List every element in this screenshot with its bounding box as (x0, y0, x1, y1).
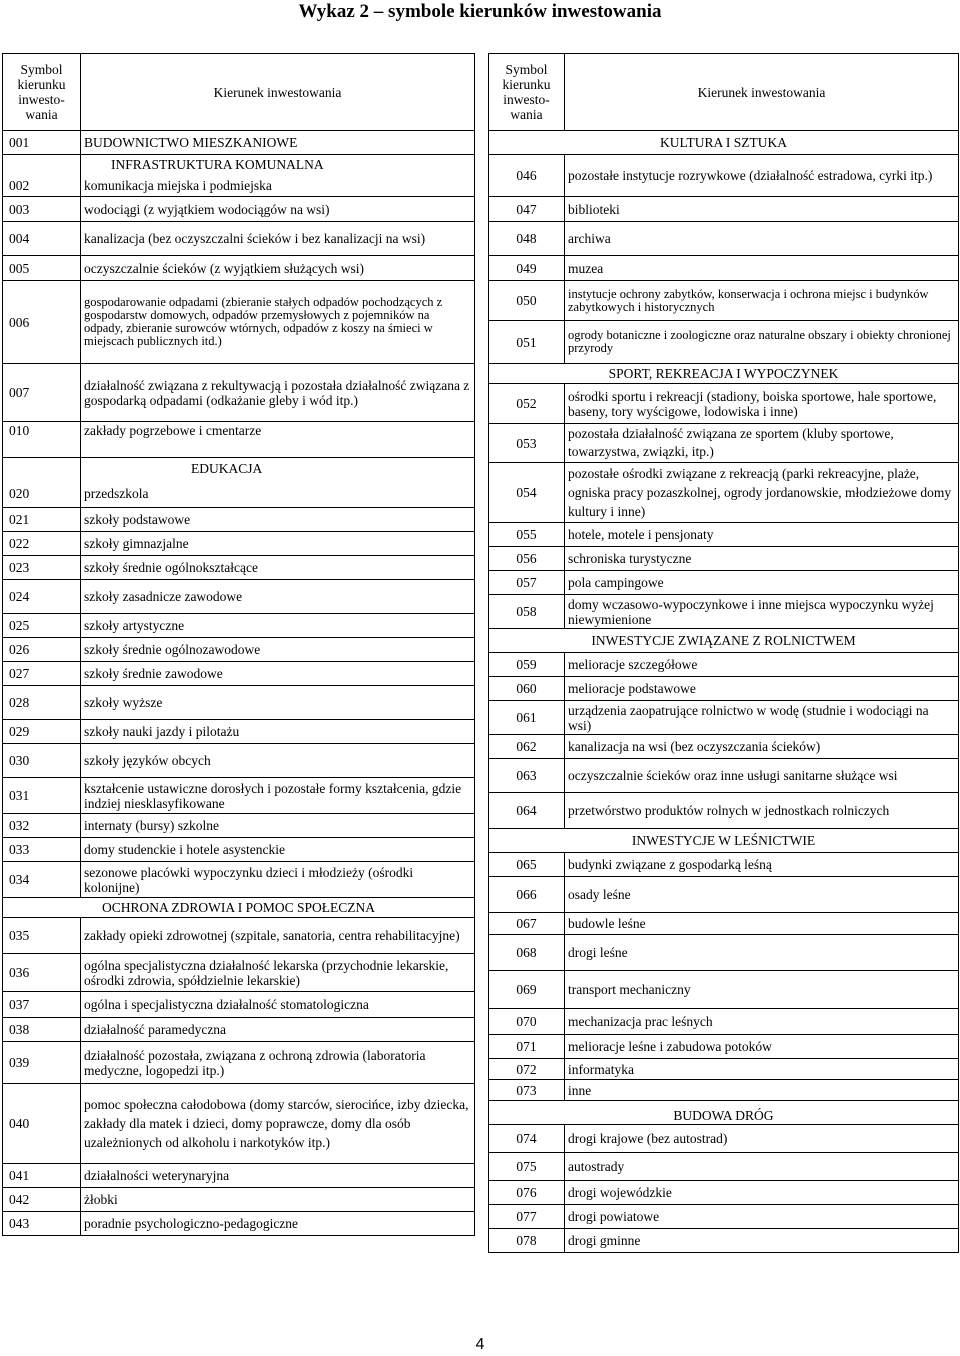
section-row (489, 629, 959, 653)
row-text: szkoły zasadnicze zawodowe (81, 580, 475, 614)
row-code: 058 (489, 595, 565, 629)
row-code: 077 (489, 1205, 565, 1229)
row-text: pola campingowe (565, 571, 959, 595)
row-text: kanalizacja na wsi (bez oczyszczania ścieków) (565, 735, 959, 759)
table-header-row (489, 54, 959, 131)
row-text: melioracje leśne i zabudowa potoków (565, 1035, 959, 1059)
row-text: szkoły wyższe (81, 686, 475, 720)
table-row (3, 222, 475, 256)
table-row (3, 364, 475, 422)
table-row (3, 556, 475, 580)
section-row (3, 155, 475, 175)
section-heading: EDUKACJA (81, 458, 475, 480)
row-text: melioracje podstawowe (565, 677, 959, 701)
row-text: inne (565, 1080, 959, 1101)
symbol-header-line: inwesto- (18, 92, 65, 107)
table-row (3, 175, 475, 197)
section-heading: SPORT, REKREACJA I WYPOCZYNEK (489, 364, 959, 384)
table-row (3, 778, 475, 814)
row-code: 005 (3, 256, 81, 281)
row-text: drogi wojewódzkie (565, 1181, 959, 1205)
row-code: 027 (3, 662, 81, 686)
table-row (489, 1229, 959, 1253)
table-row (489, 547, 959, 571)
table-row (489, 1035, 959, 1059)
symbol-header (489, 54, 565, 131)
table-row (489, 1125, 959, 1153)
direction-header: Kierunek inwestowania (81, 54, 475, 131)
row-text: działalności weterynaryjna (81, 1164, 475, 1188)
row-code: 065 (489, 853, 565, 877)
table-row (489, 913, 959, 935)
table-row (3, 614, 475, 638)
row-text: drogi leśne (565, 935, 959, 971)
row-text: szkoły średnie zawodowe (81, 662, 475, 686)
row-text: pozostałe ośrodki związane z rekreacją (parki rekreacyjne, plaże, ogniska pracy pozaszkolnej, ogrody jordanowskie, młodzieżowe domy kultury i inne) (565, 463, 959, 523)
row-code: 048 (489, 222, 565, 256)
table-row (489, 935, 959, 971)
table-row (3, 197, 475, 222)
row-text: szkoły średnie ogólnokształcące (81, 556, 475, 580)
row-code: 076 (489, 1181, 565, 1205)
row-text: biblioteki (565, 197, 959, 222)
row-code: 029 (3, 720, 81, 744)
row-code: 024 (3, 580, 81, 614)
section-row (3, 458, 475, 480)
section-row (489, 364, 959, 384)
table-row (489, 424, 959, 463)
row-code: 022 (3, 532, 81, 556)
row-code: 047 (489, 197, 565, 222)
page-number: 4 (475, 1336, 485, 1353)
row-text: działalność pozostała, związana z ochroną zdrowia (laboratoria medyczne, logopedzi itp.) (81, 1042, 475, 1084)
table-row (489, 735, 959, 759)
row-text: przetwórstwo produktów rolnych w jednostkach rolniczych (565, 793, 959, 829)
row-code: 052 (489, 384, 565, 424)
row-text: zakłady opieki zdrowotnej (szpitale, sanatoria, centra rehabilitacyjne) (81, 918, 475, 954)
table-row (3, 532, 475, 556)
row-code: 073 (489, 1080, 565, 1101)
table-row (3, 862, 475, 898)
row-code: 055 (489, 523, 565, 547)
row-code: 032 (3, 814, 81, 838)
row-text: przedszkola (81, 480, 475, 508)
row-text: drogi krajowe (bez autostrad) (565, 1125, 959, 1153)
table-row (3, 1188, 475, 1212)
table-row (489, 384, 959, 424)
row-code: 075 (489, 1153, 565, 1181)
row-text: zakłady pogrzebowe i cmentarze (81, 422, 475, 458)
table-row (3, 814, 475, 838)
table-row (3, 480, 475, 508)
table-row (3, 1212, 475, 1236)
row-text: ośrodki sportu i rekreacji (stadiony, boiska sportowe, hale sportowe, baseny, tory wyścigowe, lodowiska i inne) (565, 384, 959, 424)
row-code: 078 (489, 1229, 565, 1253)
section-heading: KULTURA I SZTUKA (489, 131, 959, 155)
table-row (3, 838, 475, 862)
row-text: kształcenie ustawiczne dorosłych i pozostałe formy kształcenia, gdzie indziej niesklasyfikowane (81, 778, 475, 814)
table-row (3, 1018, 475, 1042)
row-text: wodociągi (z wyjątkiem wodociągów na wsi) (81, 197, 475, 222)
row-text: budowle leśne (565, 913, 959, 935)
table-row (489, 653, 959, 677)
table-row (3, 131, 475, 155)
row-text: archiwa (565, 222, 959, 256)
row-code: 037 (3, 992, 81, 1018)
table-row (3, 281, 475, 364)
row-text: internaty (bursy) szkolne (81, 814, 475, 838)
row-code: 025 (3, 614, 81, 638)
table-row (489, 677, 959, 701)
row-code: 038 (3, 1018, 81, 1042)
row-code: 046 (489, 155, 565, 197)
table-row (489, 1153, 959, 1181)
row-text: szkoły średnie ogólnozawodowe (81, 638, 475, 662)
row-text: ogólna specjalistyczna działalność lekarska (przychodnie lekarskie, ośrodki zdrowia, spółdzielnie lekarskie) (81, 954, 475, 992)
table-row (489, 759, 959, 793)
table-row (3, 992, 475, 1018)
row-text: działalność związana z rekultywacją i pozostała działalność związana z gospodarką odpadami (odkażanie gleby i wód itp.) (81, 364, 475, 422)
row-code: 021 (3, 508, 81, 532)
table-row (3, 638, 475, 662)
table-row (3, 1042, 475, 1084)
row-text: szkoły nauki jazdy i pilotażu (81, 720, 475, 744)
table-header-row (3, 54, 475, 131)
section-heading: INWESTYCJE ZWIĄZANE Z ROLNICTWEM (489, 629, 959, 653)
table-row (489, 1205, 959, 1229)
row-text: drogi powiatowe (565, 1205, 959, 1229)
section-row (3, 898, 475, 918)
table-row (3, 662, 475, 686)
table-row (489, 793, 959, 829)
row-text: muzea (565, 256, 959, 281)
row-code: 006 (3, 281, 81, 364)
row-code: 066 (489, 877, 565, 913)
row-text: sezonowe placówki wypoczynku dzieci i młodzieży (ośrodki kolonijne) (81, 862, 475, 898)
row-text: hotele, motele i pensjonaty (565, 523, 959, 547)
section-row (489, 1101, 959, 1125)
row-code: 007 (3, 364, 81, 422)
row-code: 040 (3, 1084, 81, 1164)
table-row (489, 1009, 959, 1035)
section-row (489, 131, 959, 155)
left-investment-table (2, 53, 475, 1236)
row-code: 069 (489, 971, 565, 1009)
row-text: kanalizacja (bez oczyszczalni ścieków i bez kanalizacji na wsi) (81, 222, 475, 256)
row-text: instytucje ochrony zabytków, konserwacja i ochrona miejsc i budynków zabytkowych i historycznych (565, 281, 959, 321)
table-row (3, 686, 475, 720)
row-code: 026 (3, 638, 81, 662)
row-text: osady leśne (565, 877, 959, 913)
row-code: 039 (3, 1042, 81, 1084)
row-code: 071 (489, 1035, 565, 1059)
table-row (489, 701, 959, 735)
row-code: 062 (489, 735, 565, 759)
row-code: 002 (3, 175, 81, 197)
row-code: 050 (489, 281, 565, 321)
row-code: 064 (489, 793, 565, 829)
table-row (3, 256, 475, 281)
row-code: 074 (489, 1125, 565, 1153)
table-row (489, 256, 959, 281)
row-code: 010 (3, 422, 81, 458)
symbol-header-line: Symbol (505, 62, 548, 77)
row-text: oczyszczalnie ścieków (z wyjątkiem służących wsi) (81, 256, 475, 281)
table-row (3, 508, 475, 532)
row-text: domy studenckie i hotele asystenckie (81, 838, 475, 862)
table-row (3, 744, 475, 778)
page-title: Wykaz 2 – symbole kierunków inwestowania (298, 1, 662, 22)
table-row (489, 155, 959, 197)
row-text: melioracje szczegółowe (565, 653, 959, 677)
row-text: poradnie psychologiczno-pedagogiczne (81, 1212, 475, 1236)
row-code: 059 (489, 653, 565, 677)
section-row (489, 829, 959, 853)
table-row (489, 281, 959, 321)
right-investment-table (488, 53, 959, 1253)
row-text: komunikacja miejska i podmiejska (81, 175, 475, 197)
symbol-header-line: Symbol (20, 62, 63, 77)
row-code: 057 (489, 571, 565, 595)
table-row (3, 918, 475, 954)
table-row (489, 523, 959, 547)
section-heading: OCHRONA ZDROWIA I POMOC SPOŁECZNA (3, 898, 475, 918)
row-text: ogólna i specjalistyczna działalność stomatologiczna (81, 992, 475, 1018)
table-row (489, 1080, 959, 1101)
symbol-header-line: kierunku (502, 77, 551, 92)
table-row (489, 321, 959, 364)
row-text: szkoły języków obcych (81, 744, 475, 778)
row-code: 031 (3, 778, 81, 814)
table-row (3, 1164, 475, 1188)
row-code: 043 (3, 1212, 81, 1236)
row-text: oczyszczalnie ścieków oraz inne usługi sanitarne służące wsi (565, 759, 959, 793)
row-code: 068 (489, 935, 565, 971)
row-text: transport mechaniczny (565, 971, 959, 1009)
section-heading: INWESTYCJE W LEŚNICTWIE (489, 829, 959, 853)
row-text: BUDOWNICTWO MIESZKANIOWE (81, 131, 475, 155)
row-code: 004 (3, 222, 81, 256)
table-row (3, 954, 475, 992)
table-row (3, 1084, 475, 1164)
row-text: pozostała działalność związana ze sportem (kluby sportowe, towarzystwa, związki, itp.) (565, 424, 959, 463)
row-text: urządzenia zaopatrujące rolnictwo w wodę (studnie i wodociągi na wsi) (565, 701, 959, 735)
table-row (3, 422, 475, 458)
symbol-header (3, 54, 81, 131)
row-text: drogi gminne (565, 1229, 959, 1253)
table-row (3, 720, 475, 744)
table-row (489, 853, 959, 877)
row-text: pomoc społeczna całodobowa (domy starców, sierocińce, izby dziecka, zakłady dla matek i dzieci, domy poprawcze, domy dla osób uzależnionych od alkoholu i narkotyków itp.) (81, 1084, 475, 1164)
section-heading: BUDOWA DRÓG (489, 1101, 959, 1125)
table-row (489, 571, 959, 595)
table-row (489, 595, 959, 629)
row-text: domy wczasowo-wypoczynkowe i inne miejsca wypoczynku wyżej niewymienione (565, 595, 959, 629)
row-text: schroniska turystyczne (565, 547, 959, 571)
symbol-header-line: inwesto- (503, 92, 550, 107)
row-text: szkoły artystyczne (81, 614, 475, 638)
symbol-header-line: kierunku (17, 77, 66, 92)
table-row (489, 222, 959, 256)
row-code: 020 (3, 480, 81, 508)
row-code: 056 (489, 547, 565, 571)
row-code: 028 (3, 686, 81, 720)
row-code: 036 (3, 954, 81, 992)
row-code: 063 (489, 759, 565, 793)
table-row (489, 463, 959, 523)
row-code: 054 (489, 463, 565, 523)
row-text: informatyka (565, 1059, 959, 1080)
table-row (489, 1181, 959, 1205)
row-code: 030 (3, 744, 81, 778)
row-text: autostrady (565, 1153, 959, 1181)
symbol-header-line: wania (510, 107, 543, 122)
table-row (3, 580, 475, 614)
row-text: gospodarowanie odpadami (zbieranie stałych odpadów pochodzących z gospodarstw domowych, odpadów przemysłowych z pojemników na odpady, zbieranie surowców wtórnych, odpadów z koszy na śmieci w miejscach publicznych itd.) (81, 281, 475, 364)
row-code: 072 (489, 1059, 565, 1080)
row-code: 053 (489, 424, 565, 463)
table-row (489, 877, 959, 913)
row-code: 060 (489, 677, 565, 701)
row-code: 001 (3, 131, 81, 155)
row-text: pozostałe instytucje rozrywkowe (działalność estradowa, cyrki itp.) (565, 155, 959, 197)
row-text: ogrody botaniczne i zoologiczne oraz naturalne obszary i obiekty chronionej przyrody (565, 321, 959, 364)
row-code: 070 (489, 1009, 565, 1035)
row-code: 042 (3, 1188, 81, 1212)
symbol-header-line: wania (25, 107, 58, 122)
row-text: szkoły gimnazjalne (81, 532, 475, 556)
row-code: 023 (3, 556, 81, 580)
row-code: 033 (3, 838, 81, 862)
row-text: mechanizacja prac leśnych (565, 1009, 959, 1035)
row-code: 034 (3, 862, 81, 898)
table-row (489, 197, 959, 222)
row-code: 035 (3, 918, 81, 954)
row-text: szkoły podstawowe (81, 508, 475, 532)
table-row (489, 1059, 959, 1080)
row-code: 041 (3, 1164, 81, 1188)
row-code: 003 (3, 197, 81, 222)
row-code: 067 (489, 913, 565, 935)
row-code: 051 (489, 321, 565, 364)
row-code: 049 (489, 256, 565, 281)
row-text: budynki związane z gospodarką leśną (565, 853, 959, 877)
section-heading: INFRASTRUKTURA KOMUNALNA (81, 155, 475, 175)
table-row (489, 971, 959, 1009)
row-text: żłobki (81, 1188, 475, 1212)
row-text: działalność paramedyczna (81, 1018, 475, 1042)
direction-header: Kierunek inwestowania (565, 54, 959, 131)
row-code: 061 (489, 701, 565, 735)
